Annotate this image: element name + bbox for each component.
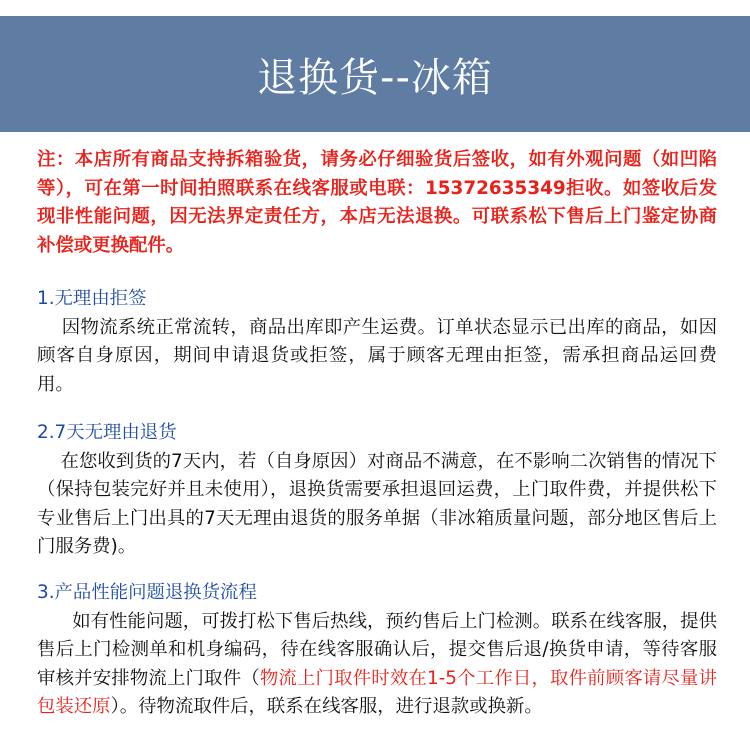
section-title: 2.7天无理由退货 — [37, 422, 177, 443]
section-title: 1.无理由拒签 — [37, 288, 147, 309]
section-no-reason-reject — [37, 285, 717, 399]
section-performance-return — [37, 579, 717, 722]
policy-content — [37, 146, 717, 717]
body-text: 如有性能问题，可拨打松下售后热线，预约售后上门检测。联系在线客服，提供售后上门检测单和机身编码，待在线客服确认后，提交售后退/换货申请，等待客服审核并安排物流上门取件（ — [37, 610, 717, 689]
section-7-day-return — [37, 419, 717, 562]
body-text: ）。待物流取件后，联系在线客服，进行退款或换新。 — [110, 696, 543, 717]
page-title: 退换货--冰箱 — [257, 54, 493, 101]
title-banner — [0, 16, 750, 132]
section-body — [37, 608, 717, 722]
section-title: 3.产品性能问题退换货流程 — [37, 582, 257, 603]
notice-text: 注：本店所有商品支持拆箱验货，请务必仔细验货后签收，如有外观问题（如凹陷等），可在第一时间拍照联系在线客服或电联：15372635349拒收。如签收后发现非性能问题，因无法界定责任方，本店无法退换。可联系松下售后上门鉴定协商补偿或更换配件。 — [37, 149, 717, 256]
section-body: 因物流系统正常流转，商品出库即产生运费。订单状态显示已出库的商品，如因顾客自身原因，期间申请退货或拒签，属于顾客无理由拒签，需承担商品运回费用。 — [37, 316, 717, 395]
highlight-text: 物流上门取件时效在1-5个工作日，取件前顾客请尽量讲包装还原 — [37, 667, 717, 717]
section-body: 在您收到货的7天内，若（自身原因）对商品不满意，在不影响二次销售的情况下（保持包装完好并且未使用），退换货需要承担退回运费，上门取件费，并提供松下专业售后上门出具的7天无理由退货的服务单据（非冰箱质量问题，部分地区售后上门服务费)。 — [37, 450, 717, 557]
